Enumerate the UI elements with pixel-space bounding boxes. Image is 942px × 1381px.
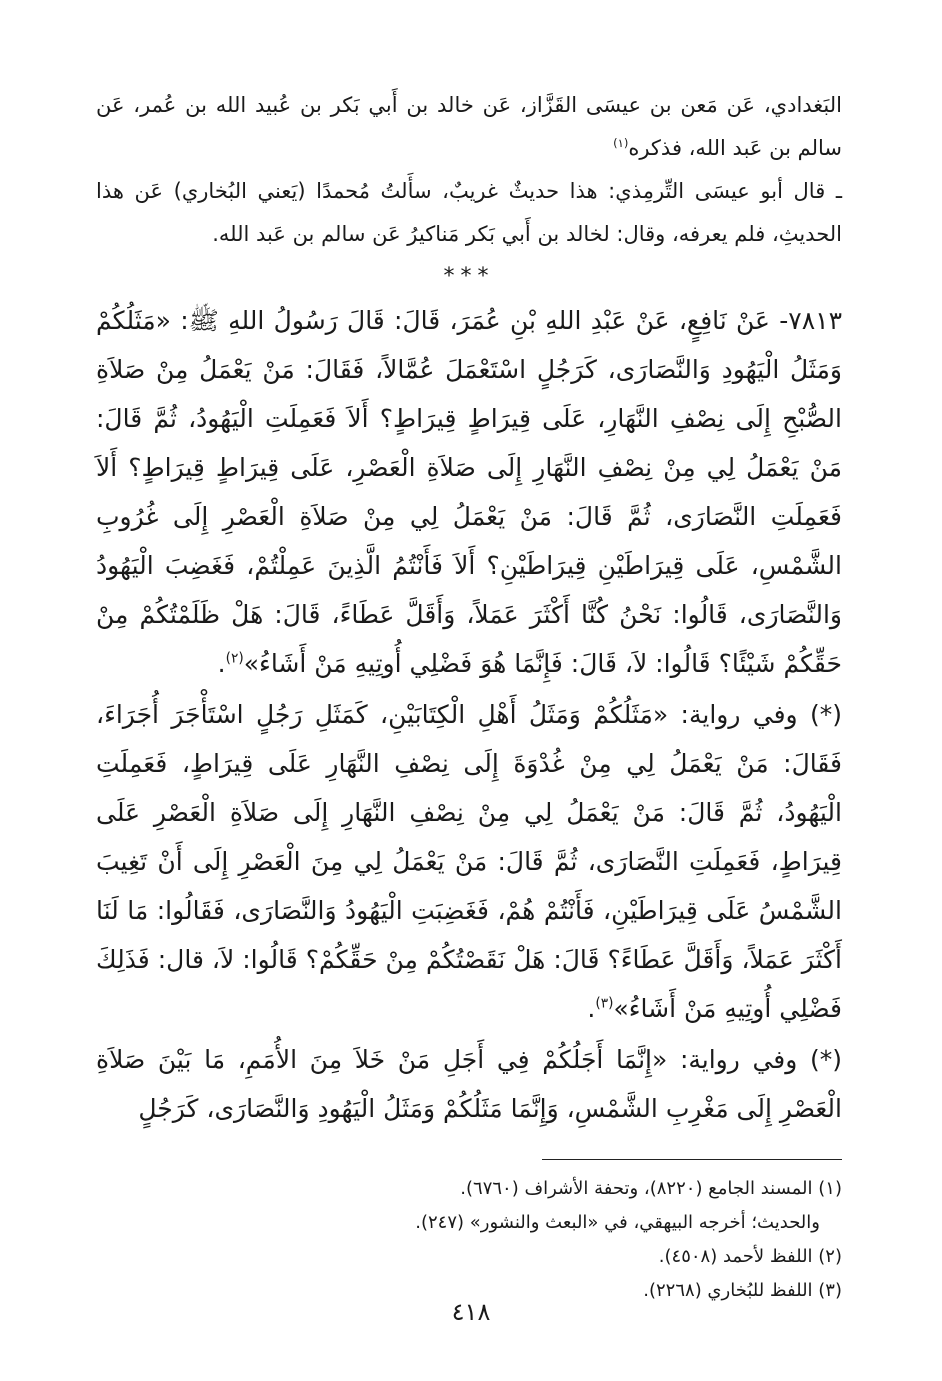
riwaya-1: (*) وفي رواية: «مَثَلُكُمْ وَمَثَلُ أَهْلِ الْكِتَابَيْنِ، كَمَثَلِ رَجُلٍ اسْتَأْجَرَ أُجَرَاءَ، فَقَالَ: مَنْ يَعْمَلُ لِي مِنْ غُدْوَةَ إِلَى نِصْفِ النَّهَارِ عَلَى قِيرَاطٍ، فَعَمِلَتِ الْيَهُودُ، ثُمَّ قَالَ: مَنْ يَعْمَلُ لِي مِنْ نِصْفِ النَّهَارِ إِلَى صَلاَةِ الْعَصْرِ عَلَى قِيرَاطٍ، فَعَمِلَتِ النَّصَارَى، ثُمَّ قَالَ: مَنْ يَعْمَلُ لِي مِنَ الْعَصْرِ إِلَى أَنْ تَغِيبَ الشَّمْسُ عَلَى قِيرَاطَيْنِ، فَأَنْتُمْ هُمْ، فَغَضِبَتِ الْيَهُودُ وَالنَّصَارَى، فَقَالُوا: مَا لَنَا أَكْثَرَ عَمَلاً، وَأَقَلَّ عَطَاءً؟ قَالَ: هَلْ نَقَصْتُكُمْ مِنْ حَقِّكُمْ؟ قَالُوا: لاَ، قال: فَذَلِكَ فَضْلِي أُوتِيهِ مَنْ أَشَاءُ»$^{(٣)}$. xyxy=(96,700,842,1023)
footnote-divider xyxy=(542,1159,842,1160)
footnote-2: (٢) اللفظ لأحمد (٤٥٠٨). xyxy=(658,1246,842,1267)
section-separator: *** xyxy=(443,264,495,289)
hadith-7813: ٧٨١٣- عَنْ نَافِعٍ، عَنْ عَبْدِ اللهِ بْنِ عُمَرَ، قَالَ: قَالَ رَسُولُ اللهِ ﷺ: «مَثَلُكُمْ وَمَثَلُ الْيَهُودِ وَالنَّصَارَى، كَرَجُلٍ اسْتَعْمَلَ عُمَّالاً، فَقَالَ: مَنْ يَعْمَلُ مِنْ صَلاَةِ الصُّبْحِ إِلَى نِصْفِ النَّهَارِ، عَلَى قِيرَاطٍ قِيرَاطٍ؟ أَلاَ فَعَمِلَتِ الْيَهُودُ، ثُمَّ قَالَ: مَنْ يَعْمَلُ لِي مِنْ نِصْفِ النَّهَارِ إِلَى صَلاَةِ الْعَصْرِ، عَلَى قِيرَاطٍ قِيرَاطٍ؟ أَلاَ فَعَمِلَتِ النَّصَارَى، ثُمَّ قَالَ: مَنْ يَعْمَلُ لِي مِنْ صَلاَةِ الْعَصْرِ إِلَى غُرُوبِ الشَّمْسِ، عَلَى قِيرَاطَيْنِ قِيرَاطَيْنِ؟ أَلاَ فَأَنْتُمُ الَّذِينَ عَمِلْتُمْ، فَغَضِبَ الْيَهُودُ وَالنَّصَارَى، قَالُوا: نَحْنُ كُنَّا أَكْثَرَ عَمَلاً، وَأَقَلَّ عَطَاءً، قَالَ: هَلْ ظَلَمْتُكُمْ مِنْ حَقِّكُمْ شَيْئًا؟ قَالُوا: لاَ، قَالَ: فَإِنَّمَا هُوَ فَضْلِي أُوتِيهِ مَنْ أَشَاءُ»$^{(٢)}$. xyxy=(96,306,842,678)
intro-chain-text: البَغدادي، عَن مَعن بن عيسَى القَزَّاز، عَن خالد بن أَبي بَكر بن عُبيد الله بن عُمر، عَن سالم بن عَبد الله، فذكره xyxy=(96,93,842,160)
footnote-ref-1[interactable]: (١) xyxy=(613,136,629,150)
page-body xyxy=(96,84,842,1308)
footnote-1: (١) المسند الجامع (٨٢٢٠)، وتحفة الأشراف (٦٧٦٠). xyxy=(460,1178,842,1199)
page-number: ٤١٨ xyxy=(451,1298,491,1326)
footnote-1-continued: والحديث؛ أخرجه البيهقي، في «البعث والنشور» (٢٤٧). xyxy=(415,1212,820,1233)
intro-chain-paragraph xyxy=(96,84,842,170)
footnote-3: (٣) اللفظ للبُخاري (٢٢٦٨). xyxy=(643,1280,842,1301)
footnote-ref-2[interactable]: (٢) xyxy=(225,650,244,667)
footnote-ref-3[interactable]: (٣) xyxy=(595,995,614,1012)
riwaya-2-text: (*) وفي رواية: «إِنَّمَا أَجَلُكُمْ فِي أَجَلِ مَنْ خَلاَ مِنَ الأُمَمِ، مَا بَيْنَ صَلاَةِ الْعَصْرِ إِلَى مَغْرِبِ الشَّمْسِ، وَإِنَّمَا مَثَلُكُمْ وَمَثَلُ الْيَهُودِ وَالنَّصَارَى، كَرَجُلٍ xyxy=(96,1045,842,1123)
riwaya-2 xyxy=(96,1035,842,1133)
riwaya-1-text: (*) وفي رواية: «مَثَلُكُمْ وَمَثَلُ أَهْلِ الْكِتَابَيْنِ، كَمَثَلِ رَجُلٍ اسْتَأْجَرَ أُجَرَاءَ، فَقَالَ: مَنْ يَعْمَلُ لِي مِنْ غُدْوَةَ إِلَى نِصْفِ النَّهَارِ عَلَى قِيرَاطٍ، فَعَمِلَتِ الْيَهُودُ، ثُمَّ قَالَ: مَنْ يَعْمَلُ لِي مِنْ نِصْفِ النَّهَارِ إِلَى صَلاَةِ الْعَصْرِ عَلَى قِيرَاطٍ، فَعَمِلَتِ النَّصَارَى، ثُمَّ قَالَ: مَنْ يَعْمَلُ لِي مِنَ الْعَصْرِ إِلَى أَنْ تَغِيبَ الشَّمْسُ عَلَى قِيرَاطَيْنِ، فَأَنْتُمْ هُمْ، فَغَضِبَتِ الْيَهُودُ وَالنَّصَارَى، فَقَالُوا: مَا لَنَا أَكْثَرَ عَمَلاً، وَأَقَلَّ عَطَاءً؟ قَالَ: هَلْ نَقَصْتُكُمْ مِنْ حَقِّكُمْ؟ قَالُوا: لاَ، قال: فَذَلِكَ فَضْلِي أُوتِيهِ مَنْ أَشَاءُ» xyxy=(96,700,842,1023)
footnotes xyxy=(96,1172,842,1308)
tirmidhi-comment: ـ قال أبو عيسَى التِّرمِذي: هذا حديثٌ غريبٌ، سأَلتُ مُحمدًا (يَعني البُخاري) عَن هذا الحديثِ، فلم يعرفه، وقال: لخالد بن أَبي بَكر مَناكيرُ عَن سالم بن عَبد الله. xyxy=(96,179,842,246)
hadith-text: ٧٨١٣- عَنْ نَافِعٍ، عَنْ عَبْدِ اللهِ بْنِ عُمَرَ، قَالَ: قَالَ رَسُولُ اللهِ ﷺ: «مَثَلُكُمْ وَمَثَلُ الْيَهُودِ وَالنَّصَارَى، كَرَجُلٍ اسْتَعْمَلَ عُمَّالاً، فَقَالَ: مَنْ يَعْمَلُ مِنْ صَلاَةِ الصُّبْحِ إِلَى نِصْفِ النَّهَارِ، عَلَى قِيرَاطٍ قِيرَاطٍ؟ أَلاَ فَعَمِلَتِ الْيَهُودُ، ثُمَّ قَالَ: مَنْ يَعْمَلُ لِي مِنْ نِصْفِ النَّهَارِ إِلَى صَلاَةِ الْعَصْرِ، عَلَى قِيرَاطٍ قِيرَاطٍ؟ أَلاَ فَعَمِلَتِ النَّصَارَى، ثُمَّ قَالَ: مَنْ يَعْمَلُ لِي مِنْ صَلاَةِ الْعَصْرِ إِلَى غُرُوبِ الشَّمْسِ، عَلَى قِيرَاطَيْنِ قِيرَاطَيْنِ؟ أَلاَ فَأَنْتُمُ الَّذِينَ عَمِلْتُمْ، فَغَضِبَ الْيَهُودُ وَالنَّصَارَى، قَالُوا: نَحْنُ كُنَّا أَكْثَرَ عَمَلاً، وَأَقَلَّ عَطَاءً، قَالَ: هَلْ ظَلَمْتُكُمْ مِنْ حَقِّكُمْ شَيْئًا؟ قَالُوا: لاَ، قَالَ: فَإِنَّمَا هُوَ فَضْلِي أُوتِيهِ مَنْ أَشَاءُ» xyxy=(96,306,842,678)
